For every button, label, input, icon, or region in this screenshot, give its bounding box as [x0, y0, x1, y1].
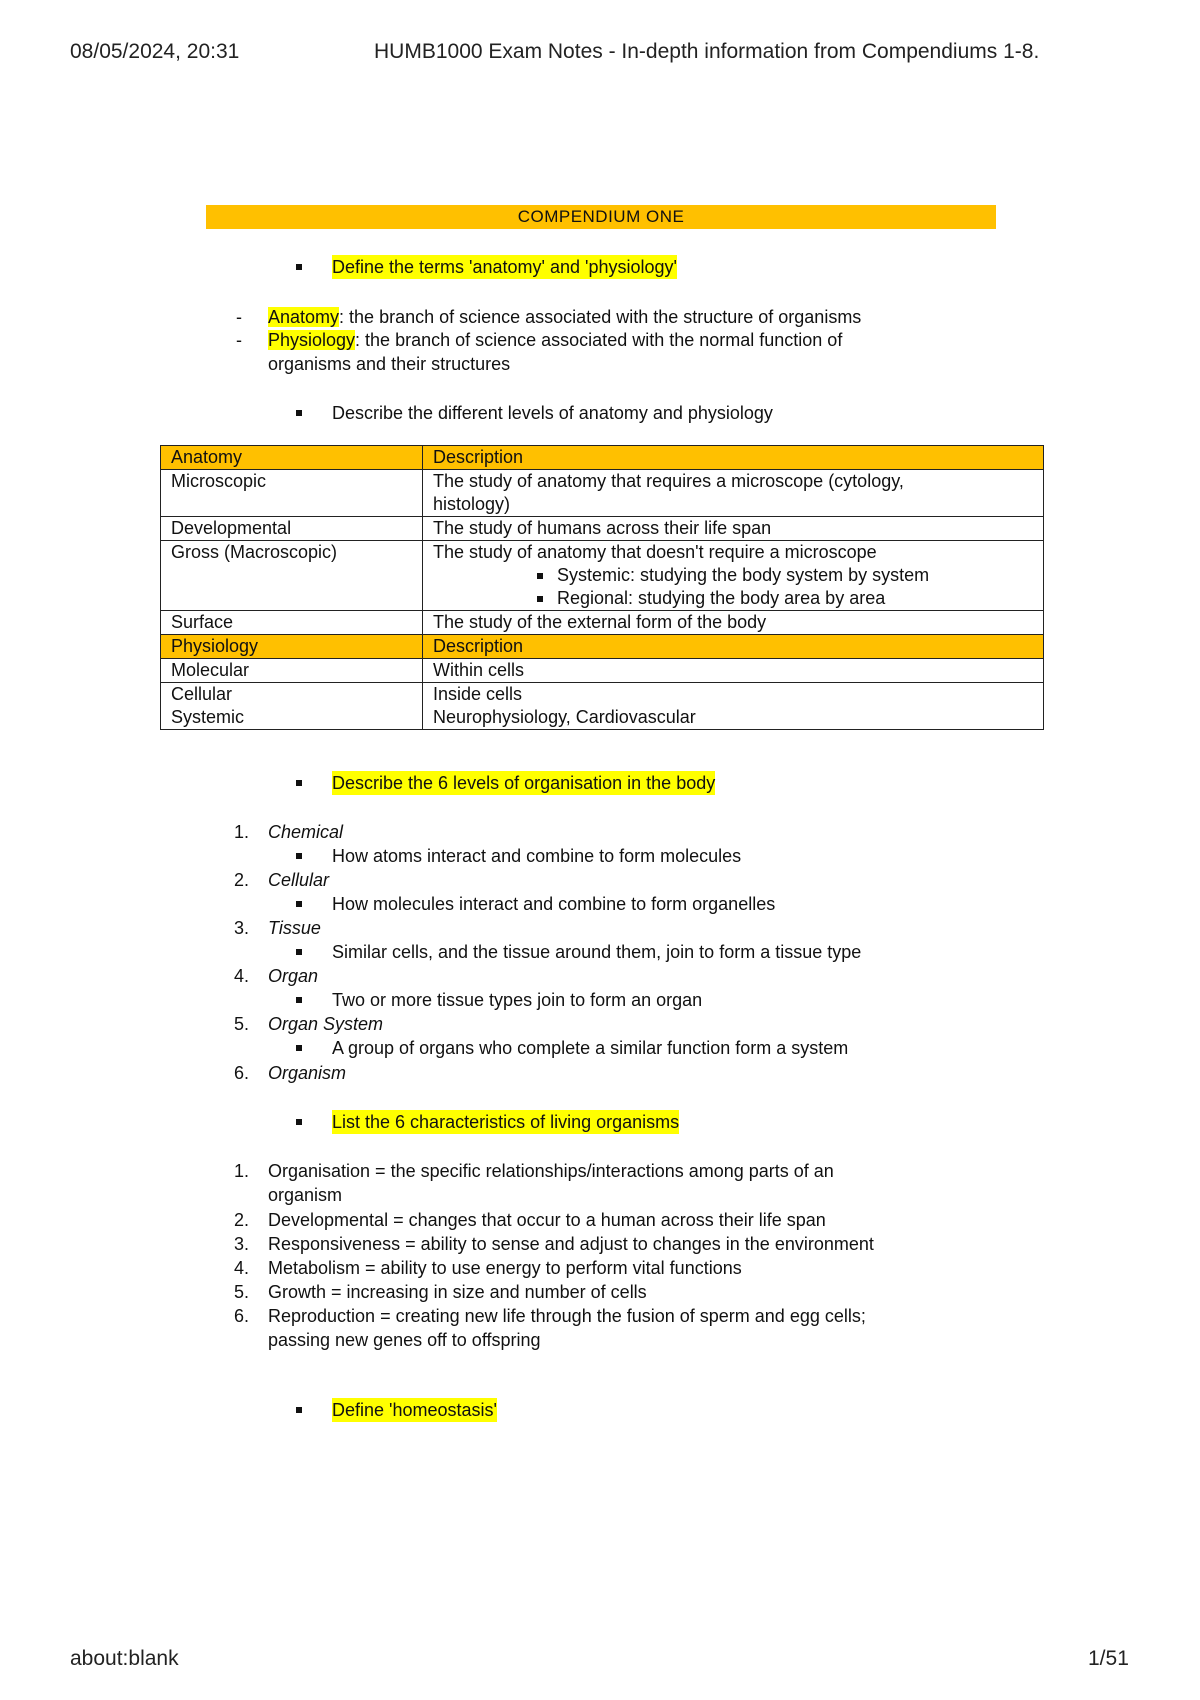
- bullet-square-icon: [296, 901, 302, 907]
- table-row: Gross (Macroscopic) The study of anatomy that doesn't require a microscope Systemic: studying the body system by system Regional: studying the body area by area: [161, 541, 1043, 611]
- bullet-square-icon: [296, 780, 302, 786]
- page-number: 1/51: [1088, 1647, 1129, 1670]
- footer-url: about:blank: [70, 1647, 179, 1670]
- list-item: Systemic: studying the body system by system: [433, 564, 1043, 587]
- table-row: Surface The study of the external form of the body: [161, 611, 1043, 635]
- bullet-square-icon: [296, 1045, 302, 1051]
- levels-table: [160, 445, 1044, 730]
- bullet-square-icon: [537, 596, 543, 602]
- bullet-square-icon: [296, 264, 302, 270]
- table-row: Microscopic The study of anatomy that requires a microscope (cytology, histology): [161, 470, 1043, 517]
- bullet-square-icon: [296, 1407, 302, 1413]
- list-item: Regional: studying the body area by area: [433, 587, 1043, 610]
- definition-physiology-cont: organisms and their structures: [268, 354, 511, 374]
- bullet-square-icon: [296, 1119, 302, 1125]
- compendium-banner: COMPENDIUM ONE: [206, 205, 996, 229]
- bullet-square-icon: [537, 573, 543, 579]
- table-row: Molecular Within cells: [161, 659, 1043, 683]
- bullet-square-icon: [296, 997, 302, 1003]
- table-header-anatomy: Anatomy Description: [161, 446, 1043, 470]
- print-timestamp: 08/05/2024, 20:31: [70, 40, 240, 63]
- table-row: Developmental The study of humans across their life span: [161, 517, 1043, 541]
- bullet-square-icon: [296, 410, 302, 416]
- document-title: HUMB1000 Exam Notes - In-depth information from Compendiums 1-8.: [374, 40, 1040, 63]
- table-header-physiology: Physiology Description: [161, 635, 1043, 659]
- bullet-square-icon: [296, 853, 302, 859]
- bullet-square-icon: [296, 949, 302, 955]
- table-row: Cellular Systemic Inside cells Neurophysiology, Cardiovascular: [161, 683, 1043, 730]
